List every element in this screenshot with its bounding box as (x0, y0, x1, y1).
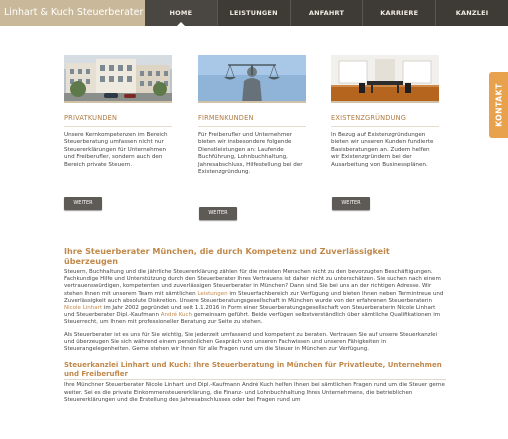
column-title: EXISTENZGRÜNDUNG (331, 114, 439, 127)
link-leistungen[interactable]: Leistungen (197, 290, 228, 297)
column-title: FIRMENKUNDEN (198, 114, 306, 127)
column-text: Für Freiberufler und Unternehmer bieten wir insbesondere folgende Dienstleistungen an: Laufende Buchführung, Lohnbuchhaltung, Jahresabschluss, Hilfestellung bei der Existenzgründung. (198, 132, 303, 176)
main-content (64, 246, 446, 404)
nav-anfahrt[interactable]: ANFAHRT (308, 9, 345, 17)
column-text: Unsere Kernkompetenzen im Bereich Steuerberatung umfassen nicht nur Steuererklärungen für Unternehmen und Freiberufler, sondern auch den Bereich private Steuern. (64, 132, 168, 168)
service-columns (64, 55, 446, 223)
page-heading: Ihre Steuerberater München, die durch Kompetenz und Zuverlässigkeit überzeugen (64, 246, 390, 266)
kontakt-side-tab[interactable] (489, 72, 508, 138)
kontakt-label: KONTAKT (494, 83, 503, 127)
third-paragraph: Ihre Münchner Steuerberater Nicole Linhart und Dipl.-Kaufmann André Kuch helfen Ihnen bei sämtlichen Fragen rund um die Steuer gerne weiter. Sei es die private Einkommensteuererklärung, die Finanz- und Lohnbuchhaltung Ihres Unternehmens, die betrieblichen Steuererklärungen und die Erstellung des Jahresabschlusses oder bei Fragen rund um (64, 382, 445, 403)
link-andre-kuch[interactable]: André Kuch (160, 312, 193, 319)
service-privatkunden (64, 55, 172, 169)
main-navigation (145, 0, 508, 26)
link-nicole-linhart[interactable]: Nicole Linhart (64, 305, 103, 312)
nav-leistungen[interactable]: LEISTUNGEN (229, 9, 278, 17)
weiter-button-firmenkunden[interactable]: WEITER (199, 207, 237, 220)
service-existenzgruendung (331, 55, 439, 169)
justitia-statue-photo (198, 55, 306, 103)
service-firmenkunden (198, 55, 306, 176)
header-bar (0, 0, 508, 26)
street-photo (64, 55, 172, 103)
nav-home[interactable]: HOME (145, 0, 217, 26)
column-title: PRIVATKUNDEN (64, 114, 172, 127)
office-room-photo (331, 55, 439, 103)
column-text: In Bezug auf Existenzgründungen bieten wir unseren Kunden fundierte Basisberatungen an. Zudem helfen wir Existenzgründern bei der Ausarbeitung von Businessplänen. (331, 132, 434, 168)
nav-kanzlei[interactable]: KANZLEI (455, 9, 489, 17)
site-logo-text[interactable]: Linhart & Kuch Steuerberater (4, 7, 144, 18)
nav-karriere[interactable]: KARRIERE (380, 9, 419, 17)
weiter-button-privatkunden[interactable]: WEITER (64, 197, 102, 210)
weiter-button-existenzgruendung[interactable]: WEITER (332, 197, 370, 210)
second-paragraph: Als Steuerberater ist es uns für Sie wichtig, Sie jederzeit umfassend und kompetent zu beraten. Vertrauen Sie auf unsere Steuerkanzlei und überzeugen Sie sich während einem persönlichen Gespräch von unseren Fachwissen und unseren Fähigkeiten in Steuerangelegenheiten. Gerne stehen wir Ihnen für alle Fragen rund um die Steuer in München zur Verfügung. (64, 331, 438, 353)
section-subheading: Steuerkanzlei Linhart und Kuch: Ihre Steuerberatung in München für Privatleute, Unternehmen und Freiberufler (64, 361, 446, 380)
intro-paragraph: Steuern, Buchhaltung und die jährliche Steuererklärung zählen für die meisten Menschen nicht zu den bevorzugten Beschäftigungen. Fachkundige Hilfe und Unterstützung durch den Steuerberater Ihres Vertrauens ist daher nicht zu unterschätzen. Sie suchen nach einem vertrauenswürdigen, kompetenten und zuverlässigen Steuerberater in München? Dann sind Sie bei uns an der richtigen Adresse. Wir stehen Ihnen mit unserem Team mit sämtlichen Leistungen im Steuerfachbereich zur Verfügung und bieten Ihnen neben Termintreue und Zuverlässigkeit auch absolute Diskretion. Unsere Steuerberatungsgesellschaft in München wurde von der erfahrenen Steuerberaterin Nicole Linhart im Jahr 2002 gegründet und seit 1.1.2016 in Form einer Steuerberatungsgesellschaft von Steuerberaterin Nicole Linhart und Steuerberater Dipl.-Kaufmann André Kuch gemeinsam geführt. Beide verfügen selbstverständlich über sämtliche Qualifikationen im Steuerrecht, um Ihnen mit professioneller Beratung zur Seite zu stehen. (64, 269, 444, 326)
